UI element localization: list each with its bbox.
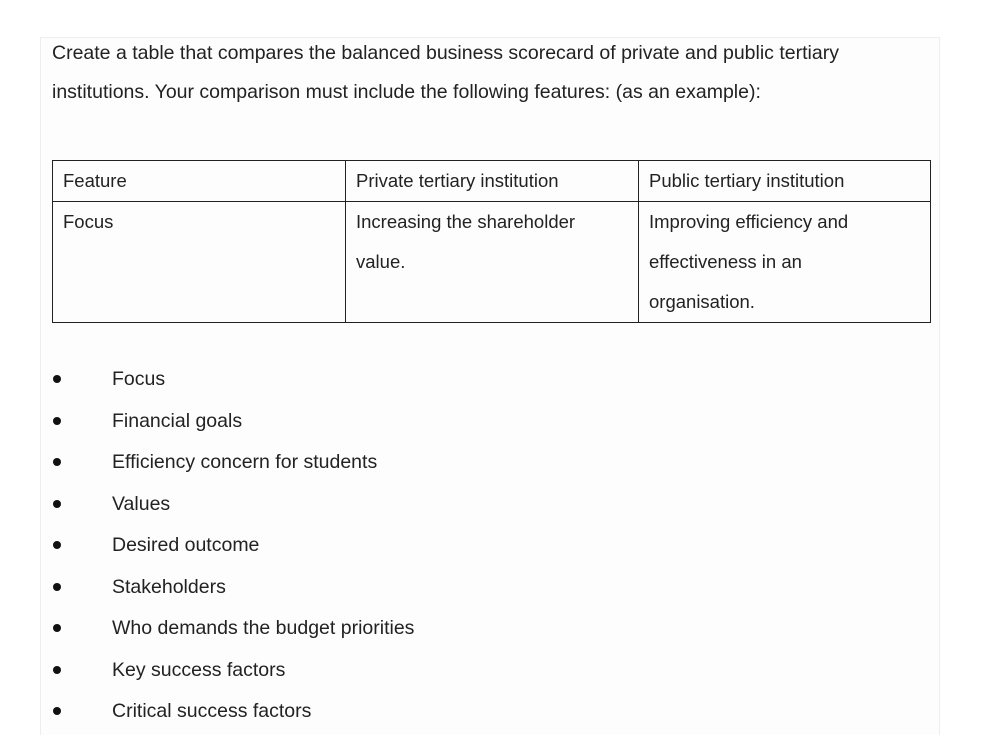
list-item: Desired outcome xyxy=(41,525,901,567)
instructions-line-2: institutions. Your comparison must include the following features: (as an example): xyxy=(52,81,761,103)
bullet-icon xyxy=(53,624,61,632)
table-header-row xyxy=(53,161,931,202)
cell-public-line-2: effectiveness in an xyxy=(649,251,802,272)
instructions-line-1: Create a table that compares the balanced business scorecard of private and public tertiary xyxy=(52,42,839,64)
features-list xyxy=(41,359,901,733)
bullet-icon xyxy=(53,500,61,508)
cell-public-line-1: Improving efficiency and xyxy=(649,211,849,232)
list-item: Focus xyxy=(41,359,901,401)
bullet-icon xyxy=(53,375,61,383)
list-item: Financial goals xyxy=(41,401,901,443)
bullet-icon xyxy=(53,541,61,549)
comparison-table xyxy=(52,160,931,323)
list-item: Who demands the budget priorities xyxy=(41,608,901,650)
list-item: Values xyxy=(41,484,901,526)
list-item: Key success factors xyxy=(41,650,901,692)
cell-private-line-1: Increasing the shareholder xyxy=(356,211,576,232)
document-page xyxy=(40,37,940,735)
header-feature: Feature xyxy=(53,161,346,202)
header-public-institution: Public tertiary institution xyxy=(639,161,931,202)
bullet-icon xyxy=(53,458,61,466)
header-private-institution: Private tertiary institution xyxy=(346,161,639,202)
list-item: Critical success factors xyxy=(41,691,901,733)
cell-feature-text: Focus xyxy=(63,211,114,232)
list-item: Efficiency concern for students xyxy=(41,442,901,484)
cell-private xyxy=(346,202,639,323)
list-item: Stakeholders xyxy=(41,567,901,609)
bullet-icon xyxy=(53,417,61,425)
bullet-icon xyxy=(53,583,61,591)
cell-private-line-2: value. xyxy=(356,251,406,272)
table-row xyxy=(53,202,931,323)
bullet-icon xyxy=(53,666,61,674)
cell-public xyxy=(639,202,931,323)
cell-feature xyxy=(53,202,346,323)
bullet-icon xyxy=(53,707,61,715)
cell-public-line-3: organisation. xyxy=(649,291,755,312)
